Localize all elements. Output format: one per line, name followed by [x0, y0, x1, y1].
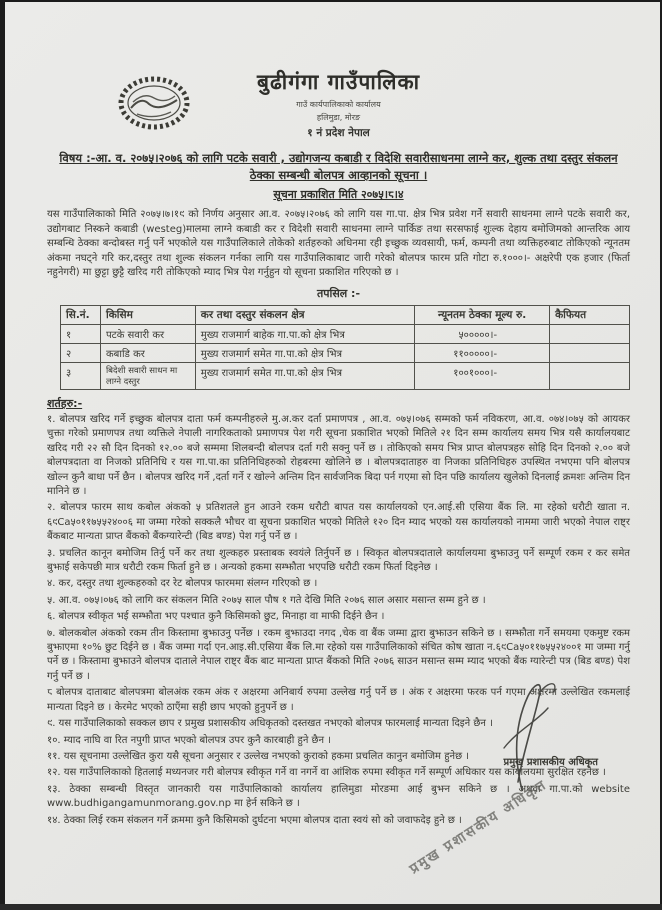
cell-serial: ३ — [61, 362, 101, 389]
subject-line-2: ठेक्का सम्बन्धी बोलपत्र आव्हानको सूचना । — [249, 168, 428, 182]
signatory-title: प्रमुख प्रशासकीय अधिकृत — [503, 757, 598, 768]
condition-item-12: १२. यस गाउँपालिकाको हितलाई मध्यनजर गरी बोलपत्र स्वीकृत गर्ने वा नगर्ने वा आंशिक रुपमा स्वीकृत गर्ने सम्पूर्ण अधिकार यस कार्यालयमा सुरक्षित रहनेछ । — [47, 767, 606, 779]
scanned-notice-page — [5, 2, 660, 904]
cell-area: मुख्य राजमार्ग समेत गा.पा.को क्षेत्र भित्र — [195, 362, 414, 389]
signature-block — [402, 706, 632, 878]
subject-block — [47, 150, 630, 184]
condition-item-14: १४. ठेक्का लिई रकम संकलन गर्ने क्रममा कुनै किसिमको दुर्घटना भएमा बोलपत्र दाता स्वयं सो को जवाफदेइ हुने छ । — [47, 814, 462, 826]
condition-item-13: १३. ठेक्का सम्बन्धी विस्तृत जानकारी यस गाउँपालिकाको कार्यालय हालिमुडा मोरङमा आई बुझ्न सकिने छ । अथवा गा.पा.को website www.budhigangamunmorang.gov.np मा हेर्न सकिने छ । — [47, 783, 630, 810]
col-header-remarks: कैफियत — [550, 305, 630, 324]
cell-area: मुख्य राजमार्ग समेत गा.पा.को क्षेत्र भित्र — [195, 343, 414, 362]
condition-item-9: ९. यस गाउँपालिकाको सक्कल छाप र प्रमुख प्रशासकीय अधिकृतको दस्तखत नभएको बोलपत्र फारमलाई मान्यता दिइने छैन । — [47, 718, 493, 730]
condition-item-2: २. बोलपत्र फारम साथ कबोल अंकको ५ प्रतिशतले हुन आउने रकम धरौटी बापत यस कार्यालयको एन.आई.सी एसिया बैंक लि. मा रहेको धरौटी खाता न. ६९Ca५०११७५५२४००६ मा जम्मा गरेको सक्कलै भौचर वा सूचना प्रकाशित भएको मितिले १२० दिन म्याद भएको यस कार्यालयको नाममा जारी भएको नेपाल राष्ट्र बैंकबाट मान्यता प्राप्त बैंकको बैंकग्यारेन्टी (बिड बण्ड) पेश गर्नु पर्ने छ । — [47, 502, 630, 543]
cell-kind: बिदेशी सवारी साधन मा लाग्ने दस्तुर — [100, 362, 195, 389]
condition-item-4: ४. कर, दस्तुर तथा शुल्कहरुको दर रेट बोलपत्र फारममा संलग्न गरिएको छ । — [47, 578, 318, 590]
municipality-name: बुढीगंगा गाउँपालिका — [256, 70, 421, 94]
condition-item-3: ३. प्रचलित कानून बमोजिम तिर्नु पर्ने कर तथा शुल्कहरु प्रस्ताबक स्वयंले तिर्नुपर्ने छ । स्विकृत बोलपत्रदाताले कार्यालयमा बुझाउनु पर्ने सम्पूर्ण रकम र कर समेत बुझाई सकेपछी मात्र धरौटी रकम फिर्ता हुने छ । अन्यको हकमा सम्झौता भएपछि धरौटी रकम फिर्ता दिइनेछ । — [47, 547, 630, 574]
condition-item-10: १०. म्याद नाघि वा रित नपुगी प्राप्त भएको बोलपत्र उपर कुनै कारबाही हुने छैन । — [47, 734, 332, 746]
cell-amount: ११०००००।- — [415, 343, 550, 362]
cell-serial: १ — [61, 324, 101, 343]
scan-edge — [0, 904, 662, 910]
col-header-amount: न्यूनतम ठेक्का मूल्य रु. — [415, 305, 550, 324]
intro-paragraph: यस गाउँपालिकाको मिति २०७५।७।१९ को निर्णय अनुसार आ.व. २०७५।२०७६ को लागि यस गा.पा. क्षेत्र भित्र प्रवेश गर्ने सवारी साधनमा लाग्ने पटके सवारी कर, उद्योगबाट निस्कने कबाडी (westeg)मालमा लाग्ने कबाडी कर र विदेशी सवारी साधनमा लाग्ने पार्किङ तथा सरसफाई शुःल्क देहाय बमोजिमको आन्तरिक आय सम्बन्धि ठेक्का बन्दोबस्त गर्नु पर्ने भएकोले यस गाउँपालिकाले तोकेको शर्तहरुको अधिनमा रही इच्छुक व्यवसायी, फर्म, कम्पनी तथा व्यक्तिहरुबाट तोकिएको न्यूनतम अंकमा नघट्ने गरि कर,दस्तुर तथा शुल्क संकलन गर्नका लागि यस गाउँपालिकाबाट जारी गरेको बोलपत्र फारम प्रति गोटा रु.१०००।- अक्षरेपी एक हजार (फिर्ता नहुनेगरी) मा छुट्टा छुट्टै खरिद गरी तोकिएको म्याद भित्र पेश गर्नुहुन यो सूचना प्रकाशित गरिएको छ । — [47, 209, 630, 279]
col-header-area: कर तथा दस्तुर संकलन क्षेत्र — [195, 305, 414, 324]
col-header-serial: सि.नं. — [61, 305, 101, 324]
municipality-emblem-logo — [117, 74, 191, 136]
official-stamp: प्रमुख प्रशासकीय अधिकृत — [406, 776, 551, 878]
cell-remarks — [550, 343, 630, 362]
office-address: हलिमुडा, मोरङ — [316, 113, 361, 122]
tender-detail-table — [60, 305, 630, 390]
conditions-title: शर्तहरु:- — [47, 396, 83, 410]
province-line: १ नं प्रदेश नेपाल — [307, 127, 370, 139]
published-date: सूचना प्रकाशित मिति २०७५।८।४ — [273, 188, 404, 201]
condition-item-8: ८ बोलपत्र दाताबाट बोलपत्रमा बोलअंक रकम अंक र अक्षरमा अनिबार्य रुपमा उल्लेख गर्नु पर्ने छ । अंक र अक्षरमा फरक पर्न गएमा अक्षरमा उल्लेखित रकमलाई मान्यता दिइने छ । केरमेट भएको ठाएँमा सही छाप भएको हुनुपर्ने छ । — [47, 687, 630, 713]
subject-line-1: विषय :-आ. व. २०७५।२०७६ को लागि पटके सवारी , उद्योगजन्य कबाडी र विदेशि सवारीसाधनमा लाग्ने कर, शुल्क तथा दस्तुर संकलन — [59, 151, 618, 165]
office-name: गाउँ कार्यपालिकाको कार्यालय — [296, 100, 381, 109]
table-header-row — [61, 305, 630, 324]
condition-item-11: ११. यस सूचनामा उल्लेखित कुरा यसै सूचना अनुसार र उल्लेख नभएको कुराको हकमा प्रचलित कानुन बमोजिम हुनेछ । — [47, 750, 470, 762]
cell-kind: पटके सवारी कर — [100, 324, 195, 343]
col-header-kind: किसिम — [100, 305, 195, 324]
table-row — [61, 362, 630, 389]
condition-item-7: ७. बोलकबोल अंकको रकम तीन किस्तामा बुझाउनु पर्नेछ । रकम बुझाउदा नगद ,चेक वा बैंक जम्मा द्वारा बुझाउन सकिने छ । सम्झौता गर्ने समयमा एकमुष्ट रकम बुझाएमा १०% छुट दिईने छ । बैंक जम्मा गर्दा एन.आइ.सी.एसिया बैंक लि.मा रहेको यस गाउँपालिकाको संचित कोष खाता न.६९Ca५०११७५५२४००१ मा जम्मा गर्नु पर्ने छ । किस्तामा बुझाउने बोलपत्र दाताले नेपाल राष्ट्र बैंक बाट मान्यता प्राप्त बैंकको मिति २०७६ साउन मसान्त सम्म म्याद भएको बैंक ग्यारेन्टी पत्र (बिड बण्ड) पेश गर्नु पर्ने छ । — [47, 627, 630, 682]
cell-area: मुख्य राजमार्ग बाहेक गा.पा.को क्षेत्र भित्र — [195, 324, 414, 343]
condition-item-6: ६. बोलपत्र स्वीकृत भई सम्झौता भए पश्चात कुनै किसिमको छुट, मिनाहा वा माफी दिईने छैन । — [47, 611, 385, 623]
cell-amount: १००१०००।- — [415, 362, 550, 389]
condition-item-1: १. बोलपत्र खरिद गर्ने इच्छुक बोलपत्र दाता फर्म कम्पनीहरुले मु.अ.कर दर्ता प्रमाणपत्र , आ.व. ०७५।०७६ सम्मको फर्म नविकरण, आ.व. ०७४।०७५ को आयकर चुक्ता गरेको प्रमाणपत्र तथा व्यक्तिले नेपाली नागरिकताको प्रमाणपत्र पेश गरी सूचना प्रकाशित भएको मितिले २१ दिन सम्म कार्यालय समय भित्र यसै कार्यालयबाट खरिद गरी २२ सौ दिन दिनको १२.०० बजे सम्ममा शिलबन्दी बोलपत्र दर्ता गरी सक्नु पर्ने छ । तोकिएको समय भित्र प्राप्त बोलपत्रहरु सोहि दिन दिनको २.०० बजे बोलपत्रदाता वा निजको प्रतिनिधि र यस गा.पा.का प्रतिनिधिहरुको रोहबरमा खोलिने छ । बोलपत्रदाताहरु वा निजका प्रतिनिधिहरु उपस्थित नभएमा पनि बोलपत्र खोल्न कुनै बाधा पर्ने छैन । बोलपत्र खरिद गर्ने ,दर्ता गर्ने र खोल्ने अन्तिम दिन सार्वजनिक बिदा पर्न गएमा सो दिन पछि कार्यालय खुलेको दिनलाई क्रमशः अन्तिम दिन मानिने छ । — [47, 413, 630, 497]
letterhead — [47, 68, 630, 140]
cell-amount: ५०००००।- — [415, 324, 550, 343]
table-row — [61, 324, 630, 343]
condition-item-5: ५. आ.व. ०७५।०७६ को लागि कर संकलन मिति २०७५ साल पौष १ गते देखि मिति २०७६ साल असार मसान्त सम्म हुने छ । — [47, 594, 486, 606]
cell-remarks — [550, 324, 630, 343]
cell-kind: कबाडि कर — [100, 343, 195, 362]
table-title: तपसिल :- — [316, 286, 361, 300]
cell-serial: २ — [61, 343, 101, 362]
cell-remarks — [550, 362, 630, 389]
table-row — [61, 343, 630, 362]
